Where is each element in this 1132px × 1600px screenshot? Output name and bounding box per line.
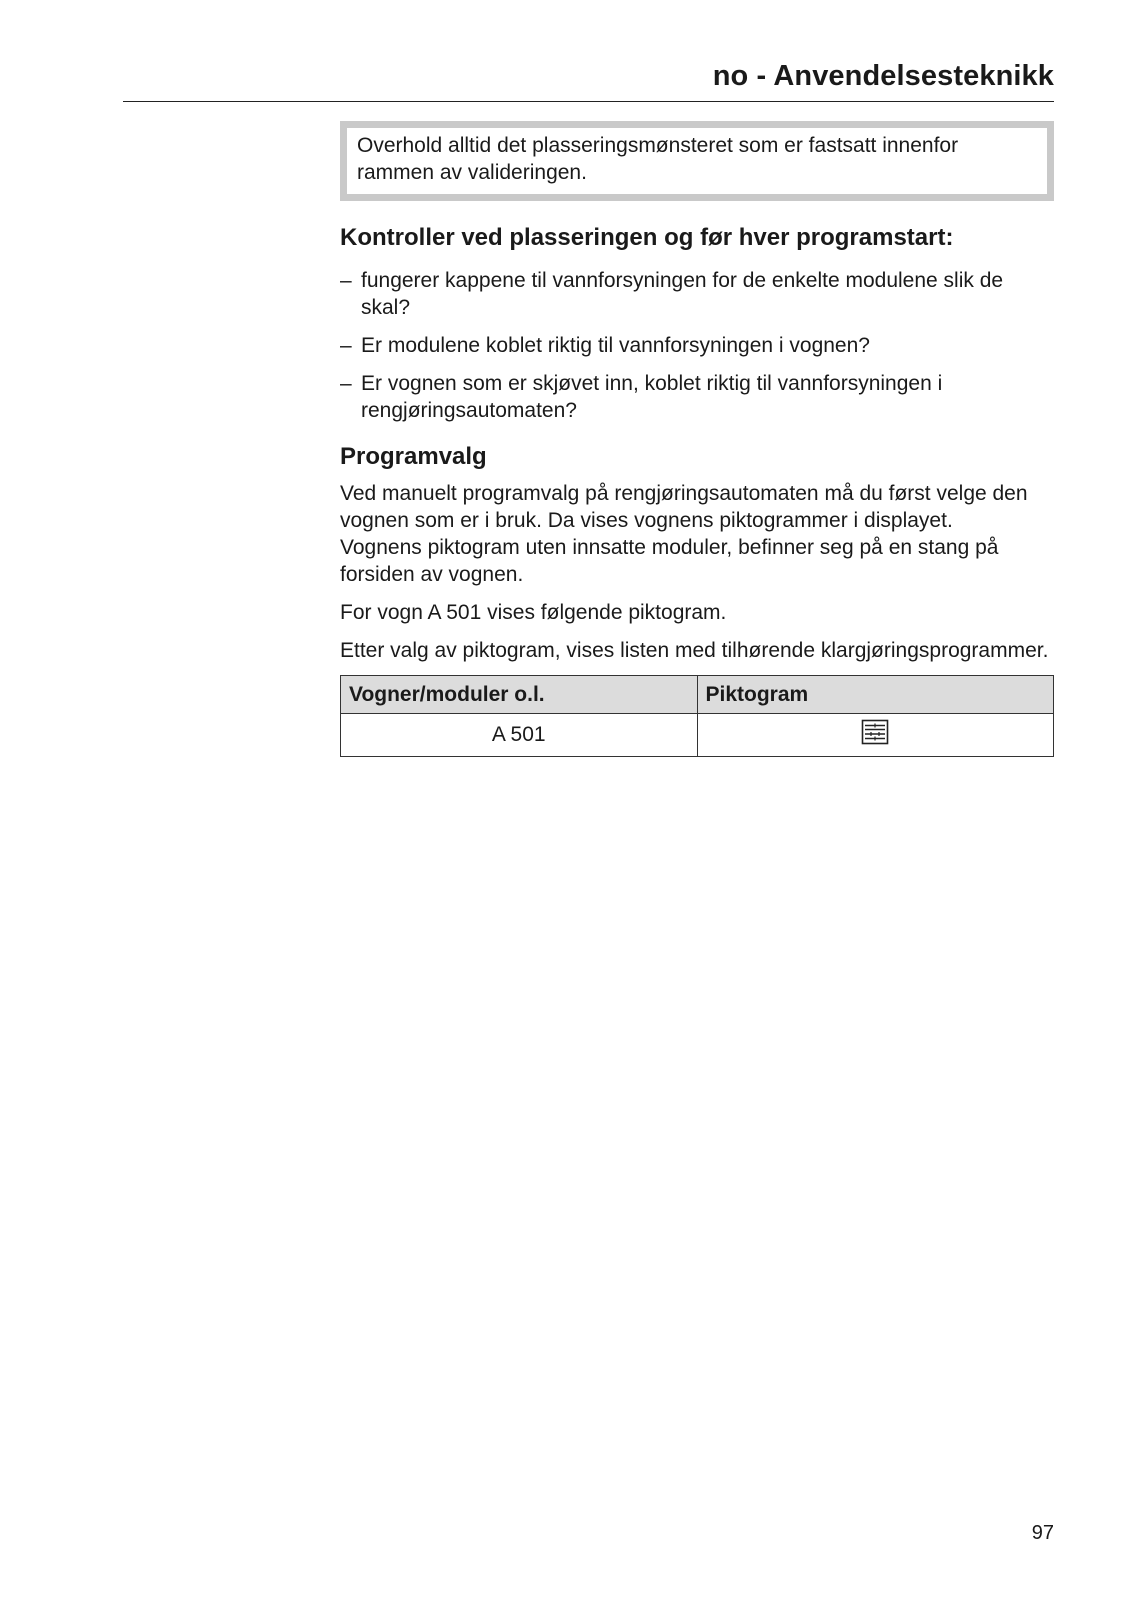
header-divider xyxy=(123,101,1054,102)
program-heading: Programvalg xyxy=(340,443,487,470)
dash-marker: – xyxy=(340,269,352,292)
column-header-pictogram: Piktogram xyxy=(697,676,1054,714)
rack-pictogram-icon xyxy=(861,719,889,751)
note-box: Overhold alltid det plasseringsmønsteret som er fastsatt innenfor rammen av valideringen. xyxy=(340,121,1054,201)
program-paragraph-2: For vogn A 501 vises følgende piktogram. xyxy=(340,601,727,624)
page-header-title: no - Anvendelsesteknikk xyxy=(712,60,1054,92)
list-item-text: Er modulene koblet riktig til vannforsyningen i vognen? xyxy=(361,334,870,357)
dash-marker: – xyxy=(340,372,352,395)
list-item xyxy=(340,370,1054,424)
main-content xyxy=(340,121,1054,757)
table-row xyxy=(341,714,1054,757)
list-item xyxy=(340,332,1054,359)
check-list xyxy=(340,267,1054,424)
pictogram-table xyxy=(340,675,1054,757)
dash-marker: – xyxy=(340,334,352,357)
column-header-model: Vogner/moduler o.l. xyxy=(341,676,698,714)
table-header-row xyxy=(341,676,1054,714)
program-paragraph-1-line-2: Vognens piktogram uten innsatte moduler, befinner seg på en stang på forsiden av vognen. xyxy=(340,536,999,586)
list-item xyxy=(340,267,1054,321)
check-heading: Kontroller ved plasseringen og før hver programstart: xyxy=(340,224,954,251)
list-item-text: fungerer kappene til vannforsyningen for de enkelte modulene slik de skal? xyxy=(361,269,1004,319)
program-paragraph-3: Etter valg av piktogram, vises listen med tilhørende klargjøringsprogrammer. xyxy=(340,639,1049,662)
page-number: 97 xyxy=(1031,1522,1054,1544)
cell-model: A 501 xyxy=(341,714,698,757)
program-paragraph-1-line-1: Ved manuelt programvalg på rengjøringsautomaten må du først velge den vognen som er i bruk. Da vises vognens piktogrammer i displayet. xyxy=(340,482,1028,532)
list-item-text: Er vognen som er skjøvet inn, koblet riktig til vannforsyningen i rengjøringsautomaten? xyxy=(361,372,943,422)
cell-pictogram xyxy=(697,714,1054,757)
program-paragraph-1 xyxy=(340,480,1054,588)
